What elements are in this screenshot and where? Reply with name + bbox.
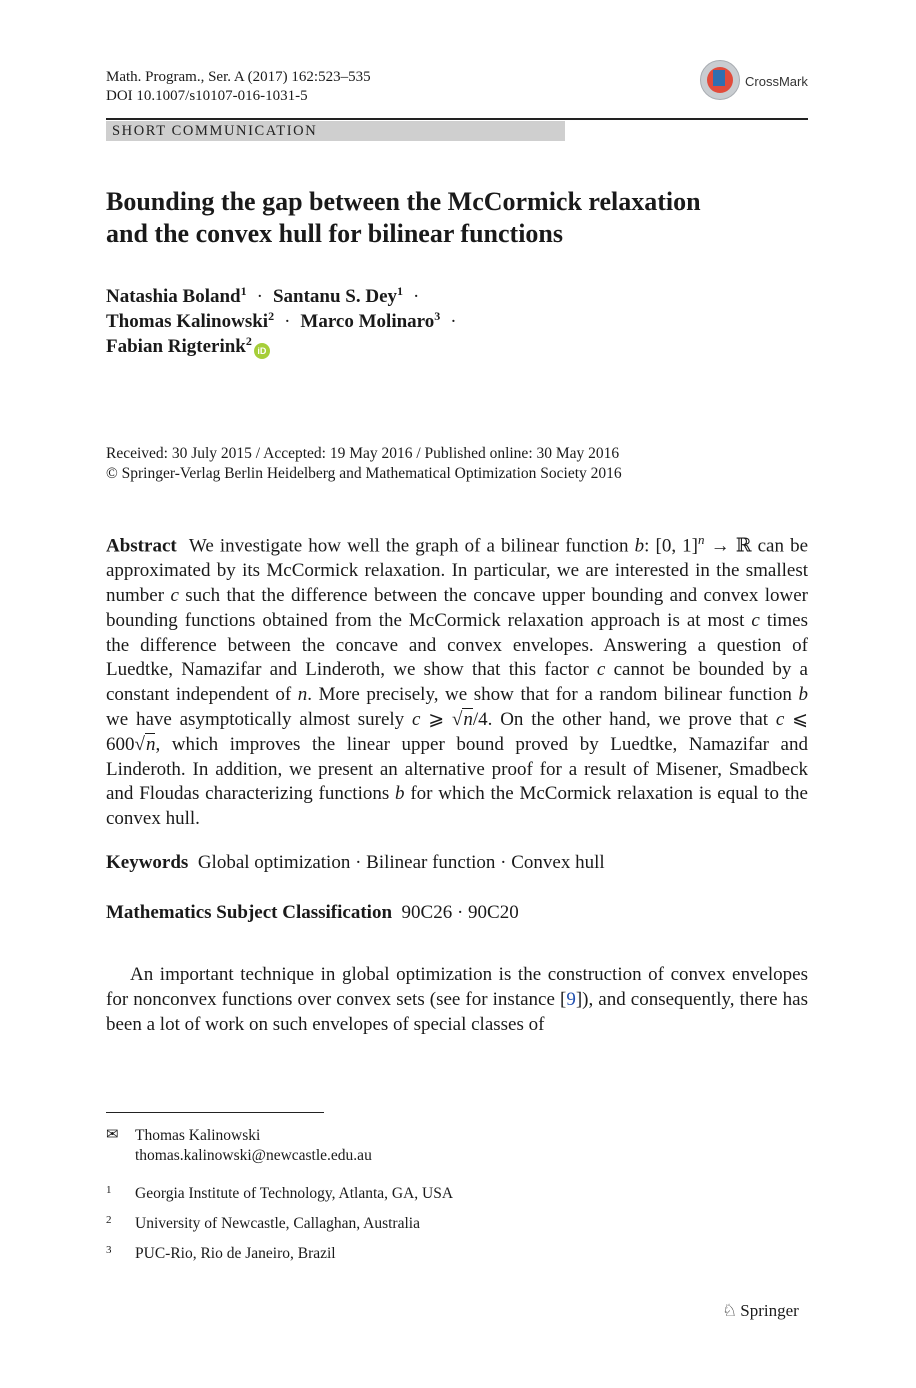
- corresponding-email[interactable]: thomas.kalinowski@newcastle.edu.au: [135, 1147, 372, 1164]
- springer-horse-icon: ♘: [722, 1301, 738, 1320]
- author-line-3: [106, 334, 467, 359]
- msc-classification: [106, 901, 519, 925]
- author-name[interactable]: Natashia Boland: [106, 286, 241, 307]
- author-affiliation: 3: [434, 309, 441, 323]
- publisher-logo: [722, 1300, 799, 1322]
- orcid-icon[interactable]: iD: [254, 343, 270, 359]
- author-list: [106, 284, 467, 359]
- keywords: [106, 851, 605, 875]
- dates-line: Received: 30 July 2015 / Accepted: 19 May 2016 / Published online: 30 May 2016: [106, 445, 620, 462]
- intro-paragraph: An important technique in global optimization is the construction of convex envelopes for nonconvex functions over convex sets (see for instance [9]), and consequently, there has been a lot of work on such envelopes of special classes of: [106, 964, 808, 1035]
- section-label: SHORT COMMUNICATION: [112, 123, 318, 139]
- crossmark-label: CrossMark: [745, 74, 808, 89]
- footnote-rule: [106, 1112, 324, 1113]
- keywords-text: Global optimization · Bilinear function · Convex hull: [197, 852, 605, 873]
- author-name[interactable]: Fabian Rigterink: [106, 336, 246, 357]
- title-line-1: Bounding the gap between the McCormick relaxation: [106, 187, 701, 216]
- author-name[interactable]: Thomas Kalinowski: [106, 311, 269, 332]
- keywords-label: Keywords: [106, 852, 189, 873]
- corresponding-name: Thomas Kalinowski: [135, 1127, 261, 1144]
- author-name[interactable]: Santanu S. Dey: [272, 286, 398, 307]
- author-affiliation: 1: [240, 284, 247, 298]
- msc-codes: 90C26 · 90C20: [401, 902, 519, 923]
- author-name[interactable]: Marco Molinaro: [300, 311, 435, 332]
- title-line-2: and the convex hull for bilinear functions: [106, 219, 563, 248]
- abstract: Abstract We investigate how well the graph of a bilinear function b: [0, 1]$^n$ → ℝ can be approximated by its McCormick relaxation. In particular, we are interested in the smallest number c such that the difference between the concave upper bounding and convex lower bounding functions obtained from the McCormick relaxation approach is at most c times the difference between the concave and convex envelopes. Answering a question of Luedtke, Namazifar and Linderoth, we show that this factor c cannot be bounded by a constant independent of n. More precisely, we show that for a random bilinear function b we have asymptotically almost surely c ⩾ √n/4. On the other hand, we prove that c ⩽ 600√n, which improves the linear upper bound proved by Luedtke, Namazifar and Linderoth. In addition, we present an alternative proof for a result of Misener, Smadbeck and Floudas characterizing functions b for which the McCormick relaxation is equal to the convex hull.: [106, 532, 809, 830]
- copyright-line: © Springer-Verlag Berlin Heidelberg and Mathematical Optimization Society 2016: [106, 465, 622, 482]
- author-affiliation: 2: [268, 309, 275, 323]
- crossmark-badge[interactable]: [700, 60, 810, 106]
- journal-header: [106, 68, 371, 106]
- author-affiliation: 1: [397, 284, 404, 298]
- author-line-2: Thomas Kalinowski$^2$ · Marco Molinaro$^3$ ·: [106, 309, 457, 332]
- author-affiliation: 2: [245, 334, 252, 348]
- corresponding-author: [106, 1126, 372, 1166]
- envelope-icon: ✉: [106, 1127, 119, 1143]
- abstract-heading: Abstract: [106, 535, 177, 557]
- publication-dates: [106, 444, 622, 484]
- author-line-1: Natashia Boland$^1$ · Santanu S. Dey$^1$ ·: [106, 284, 420, 307]
- header-rule: [106, 118, 808, 120]
- citation-link[interactable]: 9: [566, 988, 576, 1010]
- journal-citation: Math. Program., Ser. A (2017) 162:523–535: [106, 69, 371, 85]
- paper-title: [106, 186, 806, 250]
- msc-label: Mathematics Subject Classification: [106, 902, 393, 923]
- doi[interactable]: DOI 10.1007/s10107-016-1031-5: [106, 88, 308, 104]
- publisher-name: Springer: [740, 1301, 799, 1320]
- crossmark-icon: [700, 60, 740, 100]
